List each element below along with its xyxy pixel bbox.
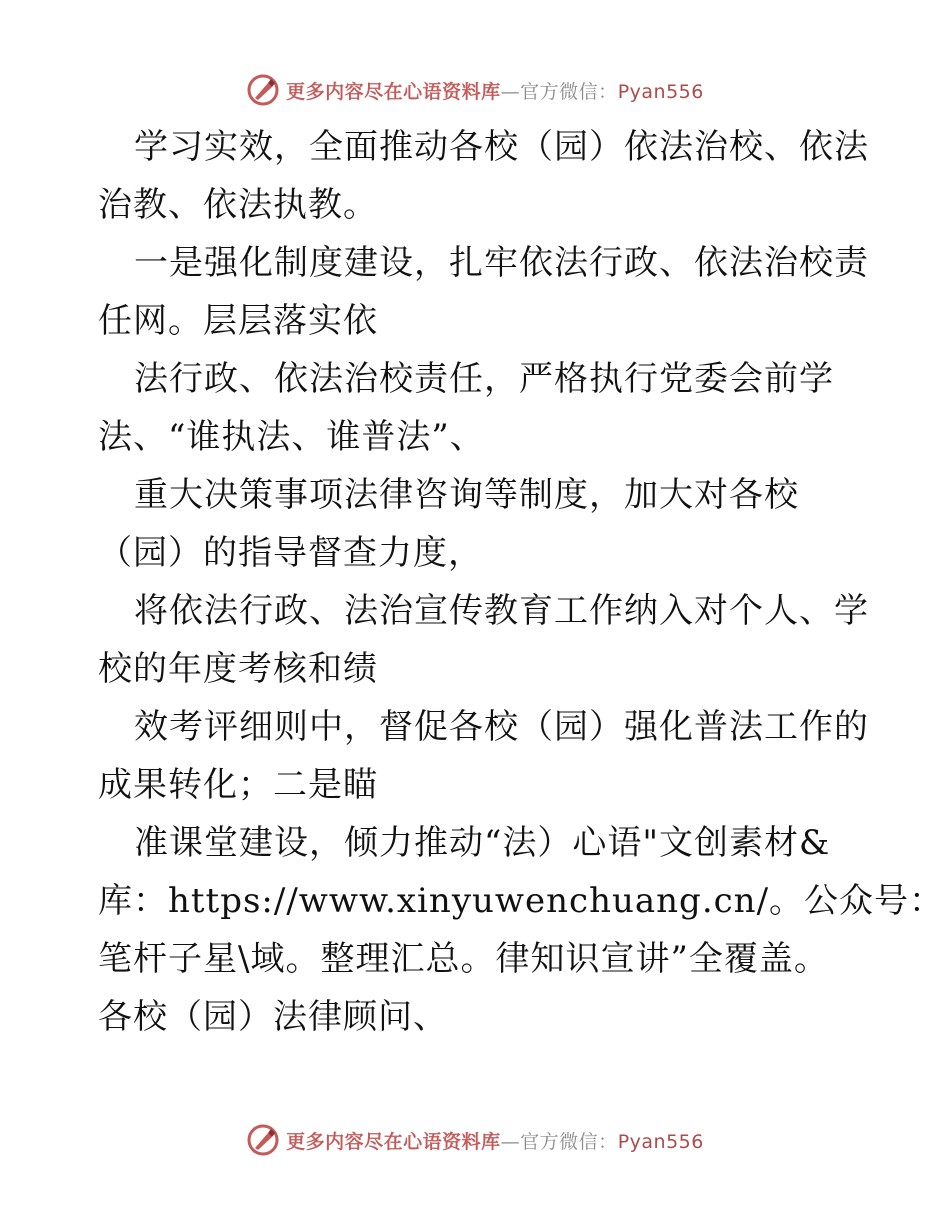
body-line: 重大决策事项法律咨询等制度，加大对各校	[134, 475, 799, 515]
body-line: （园）的指导督查力度，	[98, 533, 483, 573]
body-line: 校的年度考核和绩	[98, 649, 378, 689]
body-line: 任网。层层落实依	[98, 301, 378, 341]
watermark-wechat-id: Pyan556	[617, 80, 704, 103]
watermark-brand: 更多内容尽在心语资料库	[286, 80, 501, 103]
watermark-sub: 官方微信：	[520, 1130, 618, 1153]
pen-nib-logo-icon	[246, 73, 280, 107]
body-line: 准课堂建设，倾力推动“法）心语"文创素材&	[134, 823, 831, 863]
body-line: 笔杆子星\域。整理汇总。律知识宣讲”全覆盖。	[98, 939, 829, 979]
watermark-text	[286, 77, 704, 104]
pen-nib-logo-icon	[246, 1123, 280, 1157]
header-watermark	[0, 70, 950, 110]
watermark-sub: 官方微信：	[520, 80, 618, 103]
body-line: 成果转化；二是瞄	[98, 765, 378, 805]
body-line: 治教、依法执教。	[98, 185, 378, 225]
body-line: 各校（园）法律顾问、	[98, 997, 448, 1037]
body-line: 一是强化制度建设，扎牢依法行政、依法治校责	[134, 243, 869, 283]
body-line: 法、“谁执法、谁普法”、	[98, 417, 485, 457]
watermark-dash: —	[500, 80, 521, 103]
body-line: 学习实效，全面推动各校（园）依法治校、依法	[134, 127, 869, 167]
body-line: 法行政、依法治校责任，严格执行党委会前学	[134, 359, 834, 399]
watermark-dash: —	[500, 1130, 521, 1153]
watermark-wechat-id: Pyan556	[617, 1130, 704, 1153]
body-line: 库：https://www.xinyuwenchuang.cn/。公众号：	[98, 881, 945, 921]
watermark-brand: 更多内容尽在心语资料库	[286, 1130, 501, 1153]
footer-watermark	[0, 1120, 950, 1160]
watermark-text	[286, 1127, 704, 1154]
body-line: 将依法行政、法治宣传教育工作纳入对个人、学	[134, 591, 869, 631]
document-body	[98, 118, 945, 1046]
body-line: 效考评细则中，督促各校（园）强化普法工作的	[134, 707, 869, 747]
